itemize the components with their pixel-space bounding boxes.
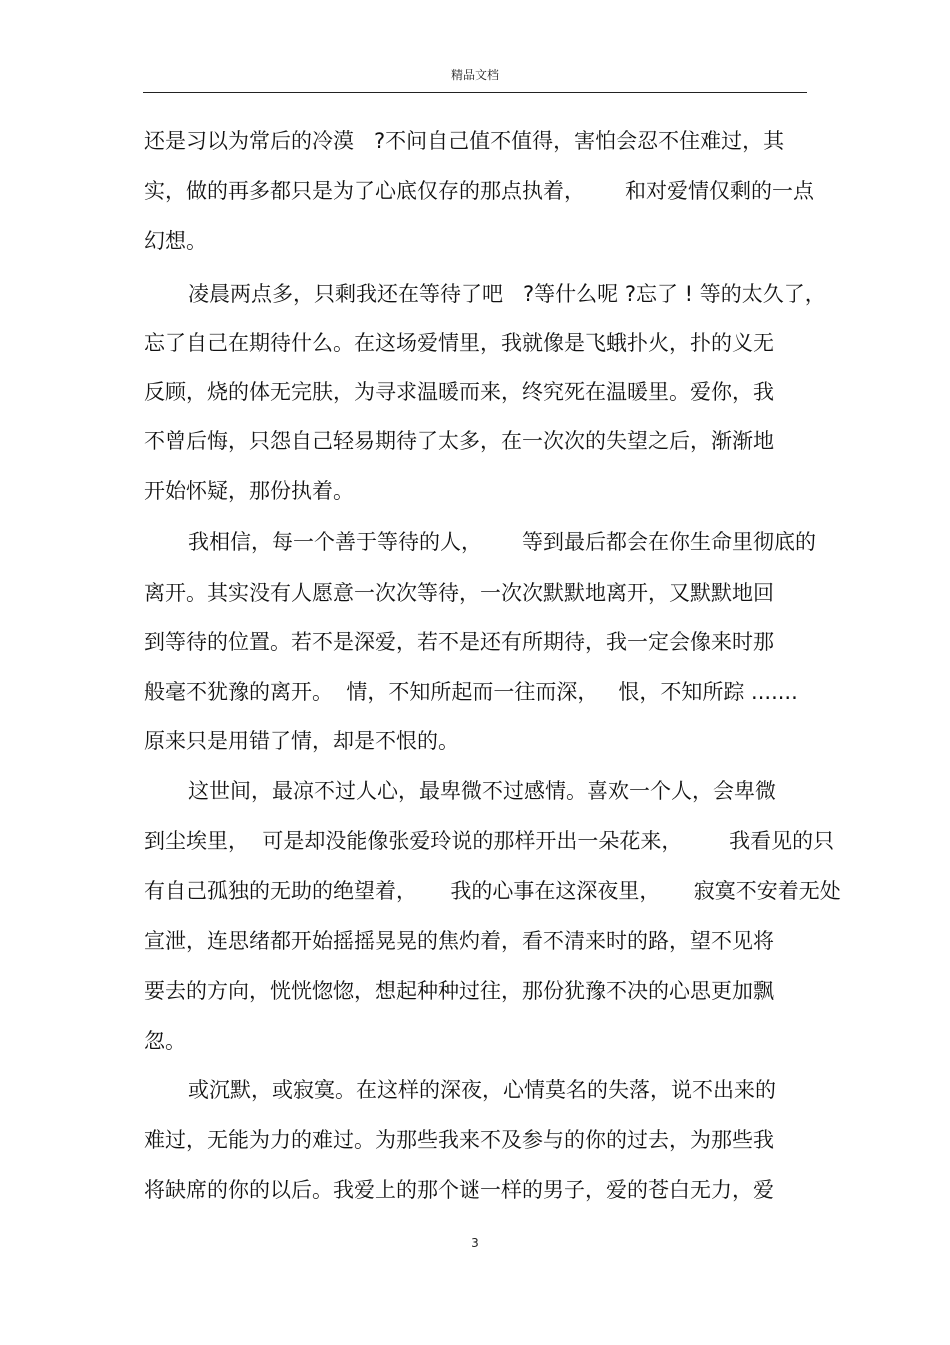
text-line: 或沉默，或寂寞。在这样的深夜，心情莫名的失落，说不出来的 [188,1078,776,1102]
text-line: 将缺席的你的以后。我爱上的那个谜一样的男子，爱的苍白无力，爱 [144,1178,774,1202]
text-line: 到等待的位置。若不是深爱，若不是还有所期待，我一定会像来时那 [144,630,774,654]
text-line: 忘了自己在期待什么。在这场爱情里，我就像是飞蛾扑火，扑的义无 [144,331,774,355]
text-line: 这世间，最凉不过人心，最卑微不过感情。喜欢一个人，会卑微 [188,779,776,803]
text-line: 幻想。 [144,229,207,253]
text-line: 反顾，烧的体无完肤，为寻求温暖而来，终究死在温暖里。爱你，我 [144,380,774,404]
text-line: 实，做的再多都只是为了心底仅存的那点执着， 和对爱情仅剩的一点 [144,179,815,203]
text-line: 难过，无能为力的难过。为那些我来不及参与的你的过去，为那些我 [144,1128,774,1152]
text-line: 我相信，每一个善于等待的人， 等到最后都会在你生命里彻底的 [188,530,817,554]
text-line: 不曾后悔，只怨自己轻易期待了太多，在一次次的失望之后，渐渐地 [144,429,774,453]
text-line: 还是习以为常后的冷漠 ?不问自己值不值得，害怕会忍不住难过，其 [144,129,785,153]
page-number: 3 [471,1236,479,1250]
header-title: 精品文档 [450,68,499,82]
text-line: 有自己孤独的无助的绝望着， 我的心事在这深夜里， 寂寞不安着无处 [144,879,841,903]
text-line: 开始怀疑，那份执着。 [144,479,354,503]
text-line: 原来只是用错了情，却是不恨的。 [144,729,459,753]
text-line: 要去的方向，恍恍惚惚，想起种种过往，那份犹豫不决的心思更加飘 [144,979,774,1003]
text-line: 般毫不犹豫的离开。 情，不知所起而一往而深， 恨，不知所踪 ....... [144,680,798,704]
text-line: 宣泄，连思绪都开始摇摇晃晃的焦灼着，看不清来时的路，望不见将 [144,929,774,953]
text-line: 离开。其实没有人愿意一次次等待，一次次默默地离开，又默默地回 [144,581,774,605]
text-line: 忽。 [144,1029,186,1053]
text-line: 到尘埃里， 可是却没能像张爱玲说的那样开出一朵花来， 我看见的只 [144,829,835,853]
text-line: 凌晨两点多，只剩我还在等待了吧 ?等什么呢 ?忘了 ! 等的太久了， [188,282,826,306]
